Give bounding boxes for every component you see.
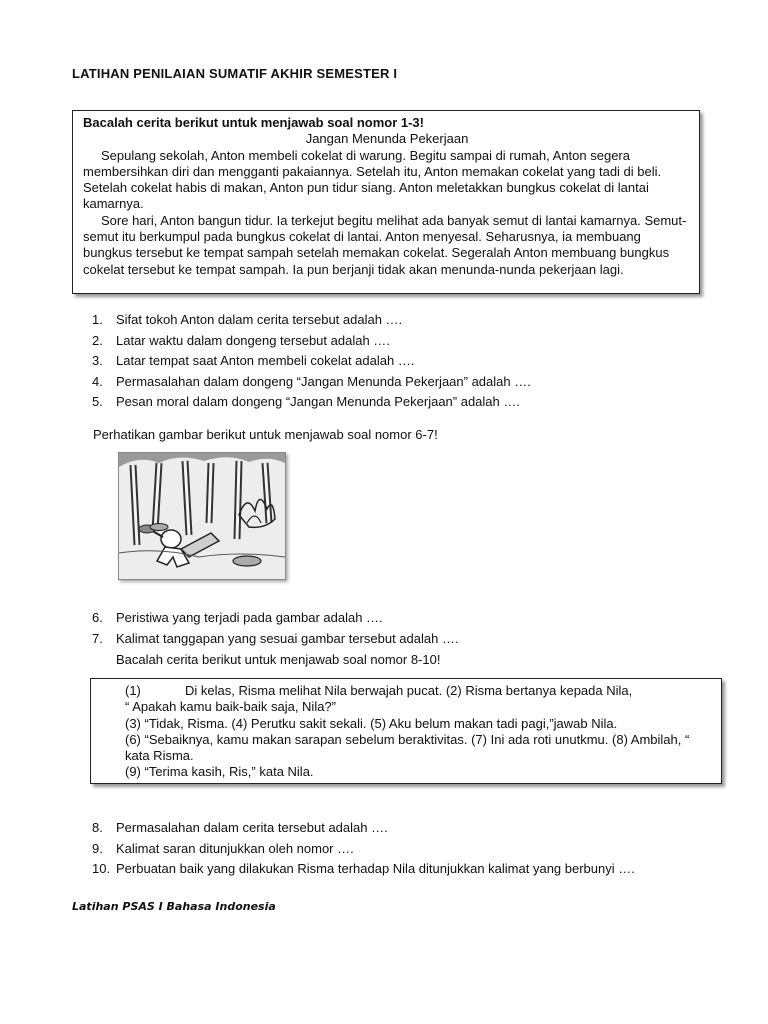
question-item xyxy=(92,859,712,880)
question-number: 5. xyxy=(92,394,103,410)
story-heading: Jangan Menunda Pekerjaan xyxy=(305,131,469,147)
question-text: Peristiwa yang terjadi pada gambar adalah …. xyxy=(116,610,383,625)
question-text: Latar waktu dalam dongeng tersebut adalah …. xyxy=(116,332,390,348)
question-text: Pesan moral dalam dongeng “Jangan Menunda Pekerjaan” adalah …. xyxy=(116,394,520,410)
question-text: Permasalahan dalam dongeng “Jangan Menunda Pekerjaan” adalah …. xyxy=(116,373,531,389)
dialog-line: “ Apakah kamu baik-baik saja, Nila?” xyxy=(125,699,336,715)
question-text: Perbuatan baik yang dilakukan Risma terhadap Nila ditunjukkan kalimat yang berbunyi …. xyxy=(116,861,635,877)
question-number: 6. xyxy=(92,610,103,625)
dialog-instruction: Bacalah cerita berikut untuk menjawab soal nomor 8-10! xyxy=(116,652,441,667)
dialog-text: Di kelas, Risma melihat Nila berwajah pucat. (2) Risma bertanya kepada Nila, xyxy=(185,683,633,698)
question-list-6-7 xyxy=(92,608,459,649)
question-number: 4. xyxy=(92,373,103,389)
dialog-line xyxy=(125,683,711,699)
question-item xyxy=(92,629,459,650)
story-paragraph: Sore hari, Anton bangun tidur. Ia terkejut begitu melihat ada banyak semut di lantai kamarnya. Semut-semut itu berkumpul pada bungkus cokelat di lantai. Anton menyesal. Seharusnya, ia membuang bungkus tersebut ke tempat sampah setelah memakan cokelat. Segeralah Anton membuang bungkus cokelat tersebut ke tempat sampah. Ia pun berjanji tidak akan menunda-nunda pekerjaan lagi. xyxy=(83,212,687,277)
story-instruction: Bacalah cerita berikut untuk menjawab soal nomor 1-3! xyxy=(83,115,424,130)
question-item xyxy=(92,372,531,393)
question-list-8-10 xyxy=(92,818,712,880)
story-paragraph: Sepulang sekolah, Anton membeli cokelat di warung. Begitu sampai di rumah, Anton segera membersihkan diri dan mengganti pakaiannya. Setelah itu, Anton memakan cokelat yang tadi di beli. Setelah cokelat habis di makan, Anton pun tidur siang. Anton meletakkan bungkus cokelat di lantai kamarnya. xyxy=(83,147,662,212)
question-number: 9. xyxy=(92,840,103,856)
question-number: 2. xyxy=(92,332,103,348)
question-text: Sifat tokoh Anton dalam cerita tersebut adalah …. xyxy=(116,312,403,327)
question-text: Latar tempat saat Anton membeli cokelat adalah …. xyxy=(116,353,415,369)
question-number: 8. xyxy=(92,820,103,835)
question-text: Kalimat saran ditunjukkan oleh nomor …. xyxy=(116,840,354,856)
dialog-number: (1) xyxy=(125,683,141,698)
forest-fire-drawing xyxy=(119,453,285,579)
page-footer: Latihan PSAS I Bahasa Indonesia xyxy=(72,900,276,913)
dialog-box xyxy=(90,678,722,784)
question-number: 10. xyxy=(92,861,111,877)
question-item xyxy=(92,392,531,413)
question-item xyxy=(92,310,531,331)
question-text: Kalimat tanggapan yang sesuai gambar tersebut adalah …. xyxy=(116,630,459,646)
question-list-1-5 xyxy=(92,310,531,413)
picture-instruction: Perhatikan gambar berikut untuk menjawab soal nomor 6-7! xyxy=(93,427,438,442)
forest-fire-illustration xyxy=(118,452,286,580)
question-item xyxy=(92,839,712,860)
dialog-line: (6) “Sebaiknya, kamu makan sarapan sebelum beraktivitas. (7) Ini ada roti unutkmu. (8) Ambilah, “ kata Risma. xyxy=(125,731,690,764)
question-item xyxy=(92,818,712,839)
question-number: 1. xyxy=(92,312,103,327)
dialog-line: (3) “Tidak, Risma. (4) Perutku sakit sekali. (5) Aku belum makan tadi pagi,”jawab Nila. xyxy=(125,715,618,731)
story-box xyxy=(72,110,700,294)
question-number: 3. xyxy=(92,353,103,369)
question-item xyxy=(92,608,459,629)
question-item xyxy=(92,351,531,372)
dialog-line: (9) “Terima kasih, Ris,” kata Nila. xyxy=(125,764,314,780)
question-text: Permasalahan dalam cerita tersebut adalah …. xyxy=(116,820,388,835)
question-number: 7. xyxy=(92,630,103,646)
page-title: LATIHAN PENILAIAN SUMATIF AKHIR SEMESTER I xyxy=(72,66,398,81)
question-item xyxy=(92,331,531,352)
